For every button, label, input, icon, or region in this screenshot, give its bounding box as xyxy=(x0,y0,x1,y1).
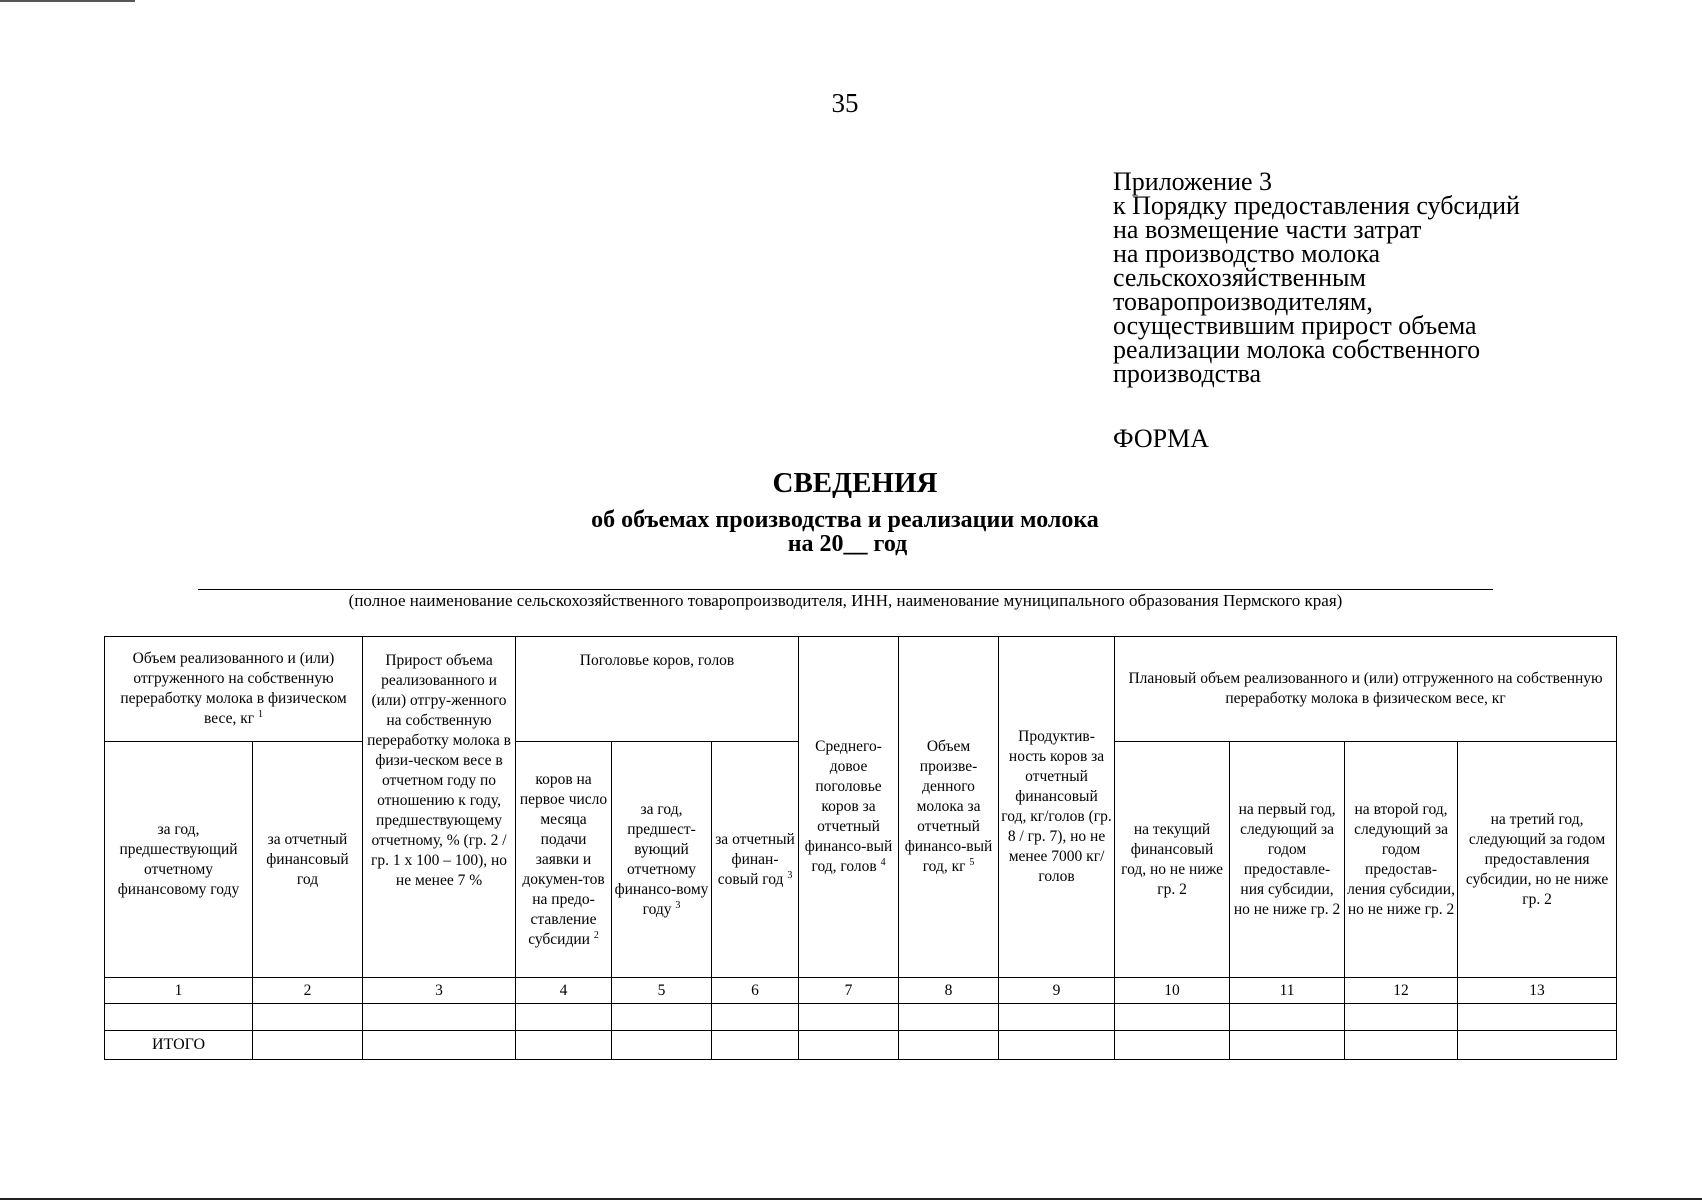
column-number: 3 xyxy=(363,978,516,1004)
column-number: 10 xyxy=(1115,978,1230,1004)
total-cell[interactable] xyxy=(1115,1031,1230,1060)
producer-name-caption: (полное наименование сельскохозяйственного товаропроизводителя, ИНН, наименование муниципального образования Пермского края) xyxy=(348,591,1343,610)
total-cell[interactable] xyxy=(1458,1031,1617,1060)
header-col-6: за отчетный финан-совый год $^3$ xyxy=(712,742,799,978)
document-title: СВЕДЕНИЯ xyxy=(772,467,938,499)
column-number: 6 xyxy=(712,978,799,1004)
appendix-line: сельскохозяйственным xyxy=(1113,263,1366,292)
data-cell[interactable] xyxy=(1230,1004,1345,1031)
appendix-line: на возмещение части затрат xyxy=(1113,215,1422,244)
document-year: на 20__ год xyxy=(787,531,908,557)
header-col-1: за год, предшествующий отчетному финансовому году xyxy=(105,742,253,978)
table-row xyxy=(105,1004,1617,1031)
column-number: 5 xyxy=(612,978,712,1004)
scan-edge-top xyxy=(0,0,135,2)
appendix-line: производства xyxy=(1113,359,1262,388)
appendix-line: к Порядку предоставления субсидий xyxy=(1113,191,1520,220)
column-number: 4 xyxy=(516,978,612,1004)
appendix-block xyxy=(1113,167,1673,388)
total-cell[interactable] xyxy=(899,1031,999,1060)
column-number: 2 xyxy=(253,978,363,1004)
column-number: 13 xyxy=(1458,978,1617,1004)
column-number: 11 xyxy=(1230,978,1345,1004)
producer-name-field[interactable] xyxy=(198,589,1493,590)
page-number: 35 xyxy=(831,88,859,118)
data-cell[interactable] xyxy=(1115,1004,1230,1031)
total-cell[interactable] xyxy=(363,1031,516,1060)
header-col-7: Среднего-довое поголовье коров за отчетный финансо-вый год, голов $^4$ xyxy=(799,637,899,978)
total-cell[interactable] xyxy=(516,1031,612,1060)
header-col-3: Прирост объема реализованного и (или) отгру-женного на собственную переработку молока в физи-ческом весе в отчетном году по отношению к году, предшествующему отчетному, % (гр. 2 / гр. 1 x 100 – 100), но не менее 7 % xyxy=(363,637,516,978)
appendix-line: на производство молока xyxy=(1113,239,1380,268)
production-table xyxy=(104,636,1617,1060)
header-col-4: коров на первое число месяца подачи заявки и докумен-тов на предо-ставление субсидии $^2$ xyxy=(516,742,612,978)
appendix-line: осуществившим прирост объема xyxy=(1113,311,1477,340)
total-cell[interactable] xyxy=(253,1031,363,1060)
header-col-11: на первый год, следующий за годом предоставле-ния субсидии, но не ниже гр. 2 xyxy=(1230,742,1345,978)
appendix-line: Приложение 3 xyxy=(1113,167,1273,196)
data-cell[interactable] xyxy=(712,1004,799,1031)
data-cell[interactable] xyxy=(612,1004,712,1031)
form-label: ФОРМА xyxy=(1113,424,1209,453)
total-cell[interactable] xyxy=(712,1031,799,1060)
column-number: 7 xyxy=(799,978,899,1004)
header-col-2: за отчетный финансовый год xyxy=(253,742,363,978)
data-cell[interactable] xyxy=(363,1004,516,1031)
header-cows-group: Поголовье коров, голов xyxy=(516,637,799,742)
data-cell[interactable] xyxy=(105,1004,253,1031)
appendix-line: товаропроизводителям, xyxy=(1113,287,1373,316)
header-col-13: на третий год, следующий за годом предоставления субсидии, но не ниже гр. 2 xyxy=(1458,742,1617,978)
column-number: 12 xyxy=(1345,978,1458,1004)
header-col-9: Продуктив-ность коров за отчетный финансовый год, кг/голов (гр. 8 / гр. 7), но не менее 7000 кг/голов xyxy=(999,637,1115,978)
data-cell[interactable] xyxy=(999,1004,1115,1031)
column-number: 8 xyxy=(899,978,999,1004)
appendix-line: реализации молока собственного xyxy=(1113,335,1481,364)
header-col-12: на второй год, следующий за годом предостав-ления субсидии, но не ниже гр. 2 xyxy=(1345,742,1458,978)
total-cell[interactable] xyxy=(1230,1031,1345,1060)
header-volume-group: Объем реализованного и (или) отгруженного на собственную переработку молока в физическом весе, кг $^1$ xyxy=(105,637,363,742)
total-label: ИТОГО xyxy=(105,1031,253,1060)
data-cell[interactable] xyxy=(1458,1004,1617,1031)
column-number: 1 xyxy=(105,978,253,1004)
document-subtitle: об объемах производства и реализации молока xyxy=(591,507,1099,533)
header-col-8: Объем произве-денного молока за отчетный финансо-вый год, кг $^5$ xyxy=(899,637,999,978)
total-cell[interactable] xyxy=(999,1031,1115,1060)
total-cell[interactable] xyxy=(799,1031,899,1060)
data-cell[interactable] xyxy=(799,1004,899,1031)
total-cell[interactable] xyxy=(1345,1031,1458,1060)
data-cell[interactable] xyxy=(1345,1004,1458,1031)
total-row xyxy=(105,1031,1617,1060)
header-col-5: за год, предшест-вующий отчетному финансо-вому году $^3$ xyxy=(612,742,712,978)
data-cell[interactable] xyxy=(253,1004,363,1031)
column-number: 9 xyxy=(999,978,1115,1004)
header-col-10: на текущий финансовый год, но не ниже гр. 2 xyxy=(1115,742,1230,978)
header-plan-group: Плановый объем реализованного и (или) отгруженного на собственную переработку молока в физическом весе, кг xyxy=(1115,637,1617,742)
data-cell[interactable] xyxy=(899,1004,999,1031)
total-cell[interactable] xyxy=(612,1031,712,1060)
data-cell[interactable] xyxy=(516,1004,612,1031)
